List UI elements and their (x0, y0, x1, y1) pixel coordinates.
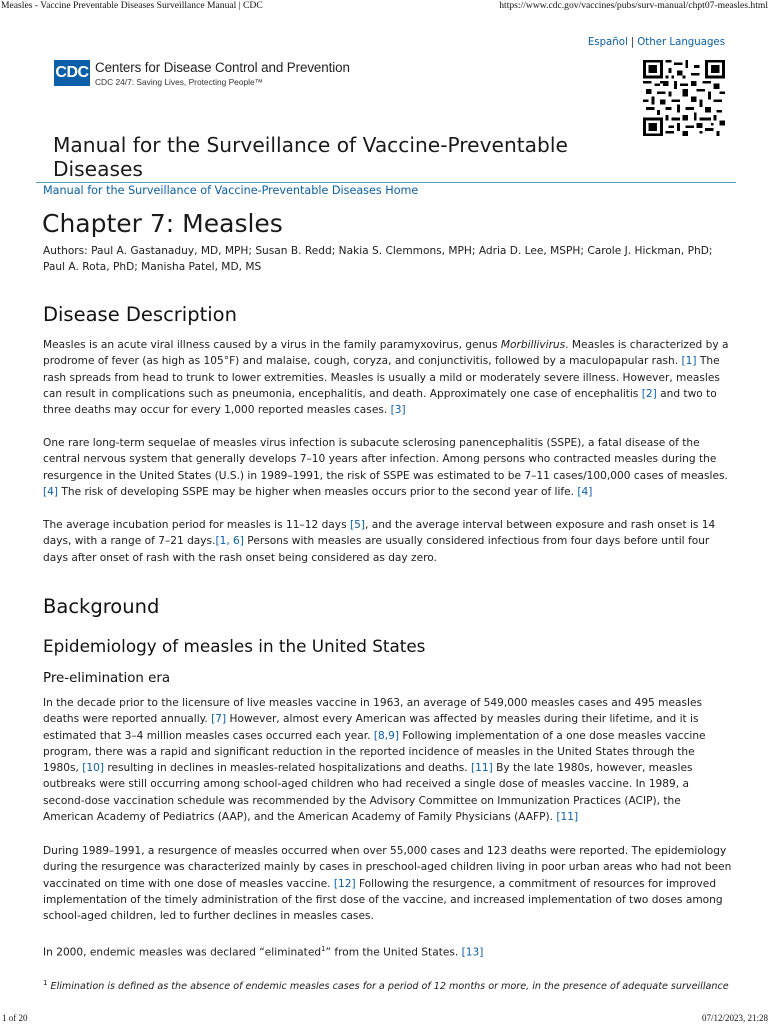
print-page-url: https://www.cdc.gov/vaccines/pubs/surv-manual/chpt07-measles.html (499, 0, 768, 11)
reference-link[interactable]: [11] (470, 762, 493, 775)
reference-link[interactable]: [8,9] (373, 729, 400, 742)
qr-code-icon (643, 60, 725, 136)
language-links (588, 37, 725, 48)
manual-title: Manual for the Surveillance of Vaccine-Preventable Diseases (53, 133, 568, 181)
print-footer (0, 1013, 768, 1024)
background-paragraph-2: During 1989–1991, a resurgence of measles occurred when over 55,000 cases and 123 deaths were reported. The epidemiology during the resurgence was characterized mainly by cases in preschool-aged children living in poor urban areas who had not been vaccinated on time with one dose of measles vaccine. [12] Following the resurgence, a commitment of resources for improved implementation of the timely administration of the first dose of the vaccine, and increased implementation of two doses among school-aged children, led to further declines in measles cases. (43, 845, 732, 923)
reference-link[interactable]: [4] (43, 485, 59, 498)
cdc-tagline: CDC 24/7: Saving Lives, Protecting People™ (95, 77, 264, 87)
print-header (0, 0, 768, 14)
reference-link[interactable]: [1] (681, 355, 697, 368)
disease-paragraph-1: Measles is an acute viral illness caused by a virus in the family paramyxovirus, genus Morbillivirus. Measles is characterized by a prodrome of fever (as high as 105°F) and malaise, cough, coryza, and conjunctivitis, followed by a maculopapular rash. [1] The rash spreads from head to trunk to lower extremities. Measles is usually a mild or moderately severe illness. However, measles can result in complications such as pneumonia, encephalitis, and death. Approximately one case of encephalitis [2] and two to three deaths may occur for every 1,000 reported measles cases. [3] (43, 339, 729, 417)
disease-paragraph-3: The average incubation period for measles is 11–12 days [5], and the average interval between exposure and rash onset is 14 days, with a range of 7–21 days.[1, 6] Persons with measles are usually considered infectious from four days before until four days after onset of rash with the rash onset being considered as day zero. (43, 519, 716, 564)
chapter-authors: Authors: Paul A. Gastanaduy, MD, MPH; Susan B. Redd; Nakia S. Clemmons, MPH; Adria D. Lee, MSPH; Carole J. Hickman, PhD; Paul A. Rota, PhD; Manisha Patel, MD, MS (43, 245, 713, 274)
background-paragraph-3: In 2000, endemic measles was declared “eliminated$^1$” from the United States. [13] (43, 945, 484, 959)
title-divider (36, 182, 736, 183)
reference-link[interactable]: [12] (333, 877, 356, 890)
footnote-marker: 1 (321, 945, 326, 953)
reference-link[interactable]: [7] (211, 713, 227, 726)
print-page-title: Measles - Vaccine Preventable Diseases Surveillance Manual | CDC (1, 0, 263, 11)
genus-name: Morbillivirus (500, 339, 566, 351)
reference-link[interactable]: [11] (556, 811, 579, 824)
pre-elimination-heading: Pre-elimination era (43, 671, 171, 686)
reference-link[interactable]: [3] (390, 404, 406, 417)
epidemiology-heading: Epidemiology of measles in the United States (43, 636, 426, 656)
disease-paragraph-2: One rare long-term sequelae of measles virus infection is subacute sclerosing panencephalitis (SSPE), a fatal disease of the central nervous system that generally develops 7–10 years after infection. Among persons who contracted measles during the resurgence in the United States (U.S.) in 1989–1991, the risk of SSPE was estimated to be 7–11 cases/100,000 cases of measles. [4] The risk of developing SSPE may be higher when measles occurs prior to the second year of life. [4] (43, 437, 728, 498)
other-languages-link[interactable]: Other Languages (637, 37, 725, 48)
reference-link[interactable]: [10] (82, 762, 104, 775)
reference-link[interactable]: [5] (349, 519, 365, 531)
chapter-title: Chapter 7: Measles (42, 209, 283, 238)
reference-link[interactable]: [1, 6] (215, 535, 244, 548)
reference-link[interactable]: [2] (641, 387, 657, 400)
background-paragraph-1: In the decade prior to the licensure of live measles vaccine in 1963, an average of 549,000 measles cases and 495 measles deaths were reported annually. [7] However, almost every American was affected by measles during their lifetime, and it is estimated that 3–4 million measles cases occurred each year. [8,9] Following implementation of a one dose measles vaccine program, there was a rapid and significant reduction in the reported incidence of measles in the United States through the 1980s, [10] resulting in declines in measles-related hospitalizations and deaths. [11] By the late 1980s, however, measles outbreaks were still occurring among school-aged children who had received a single dose of measles vaccine. In 1989, a second-dose vaccination schedule was recommended by the Advisory Committee on Immunization Practices (ACIP), the American Academy of Pediatrics (AAP), and the American Academy of Family Physicians (AAFP). [11] (43, 697, 706, 824)
print-timestamp: 07/12/2023, 21:28 (701, 1013, 768, 1023)
footnote-number: 1 (43, 979, 48, 987)
manual-home-link[interactable]: Manual for the Surveillance of Vaccine-Preventable Diseases Home (43, 184, 419, 197)
background-heading: Background (43, 595, 160, 618)
page-counter: 1 of 20 (2, 1013, 28, 1023)
disease-description-heading: Disease Description (43, 303, 237, 326)
language-separator: | (630, 37, 635, 48)
footnote-text: Elimination is defined as the absence of endemic measles cases for a period of 12 months or more, in the presence of adequate surveillance (50, 981, 729, 993)
cdc-agency-name: Centers for Disease Control and Prevention (95, 60, 350, 75)
footnote (43, 976, 743, 994)
espanol-link[interactable]: Español (587, 37, 628, 48)
reference-link[interactable]: [13] (461, 946, 484, 959)
reference-link[interactable]: [4] (577, 485, 593, 498)
cdc-logo[interactable]: CDC (54, 60, 90, 86)
